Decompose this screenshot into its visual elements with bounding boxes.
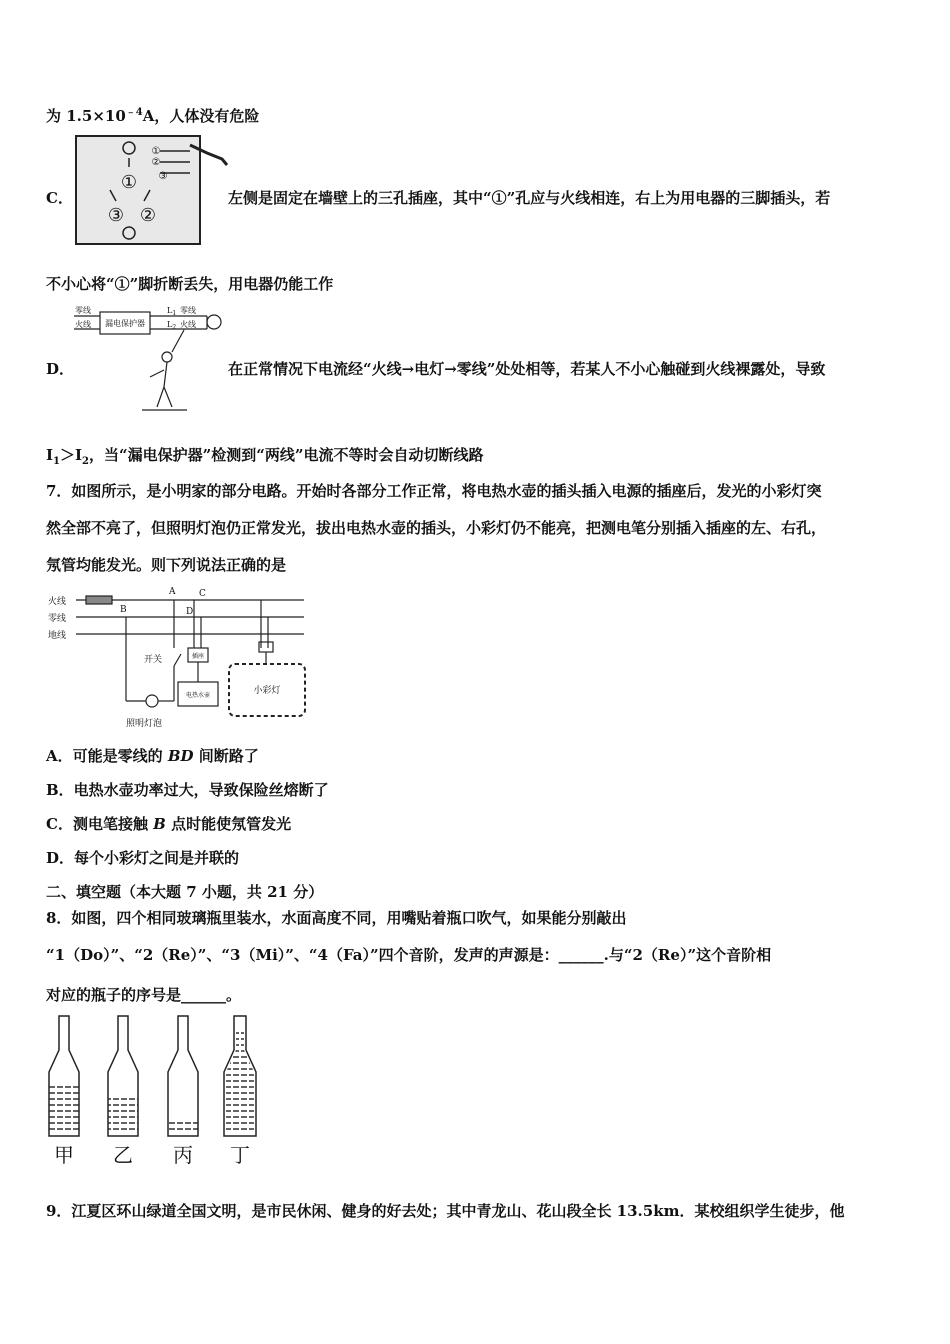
- label-live: 火线: [48, 597, 67, 607]
- q9-line-1: 9．江夏区环山绿道全国文明，是市民休闲、健身的好去处；其中青龙山、花山段全长 13.5km．某校组织学生徒步，他: [46, 1202, 845, 1220]
- bottle-ding: [224, 1016, 256, 1136]
- option-d-text-2: $I_1>I_2$，当“漏电保护器”检测到“两线”电流不等时会自动切断线路: [46, 446, 484, 467]
- hole-2: ②: [139, 205, 157, 226]
- label-neutral: 零线: [75, 306, 91, 315]
- socket-figure: [72, 133, 232, 248]
- bottle-jia: [49, 1016, 79, 1136]
- option-c-label: C．: [46, 189, 73, 207]
- point-d: D: [186, 607, 194, 617]
- q7-option-a: A．可能是零线的 BD 间断路了: [46, 747, 259, 765]
- bottle-label-ding: 丁: [230, 1143, 250, 1167]
- text: 为 1.5×10: [46, 107, 126, 125]
- hole-1: ①: [120, 172, 138, 193]
- q7-option-c: C．测电笔接触 B 点时能使氖管发光: [46, 815, 292, 833]
- label-lights: 小彩灯: [253, 686, 281, 696]
- text: A，人体没有危险: [142, 107, 260, 125]
- bottle-label-jia: 甲: [54, 1143, 74, 1167]
- q7-circuit-figure: [46, 586, 308, 732]
- socket-plate: [76, 136, 200, 244]
- option-d-text: 在正常情况下电流经“火线→电灯→零线”处处相等，若某人不小心触碰到火线裸露处，导致: [228, 360, 826, 378]
- label-neutral: 零线: [48, 614, 67, 624]
- plug-pin-1: ①: [151, 146, 161, 157]
- q8-line-2: “1（Do）”、“2（Re）”、“3（Mi）”、“4（Fa）”四个音阶，发声的声源是：______.与“2（Re）”这个音阶相: [46, 946, 772, 964]
- lamp: [207, 315, 221, 329]
- bulb: [146, 695, 158, 707]
- leakage-protector-figure: [72, 302, 232, 422]
- plug-pin-2: ②: [151, 157, 161, 168]
- section-2-heading: 二、填空题（本大题 7 小题，共 21 分）: [46, 883, 324, 901]
- q7-option-d: D．每个小彩灯之间是并联的: [46, 849, 240, 867]
- q8-bottles-figure: [40, 1012, 270, 1170]
- label-bulb: 照明灯泡: [126, 719, 163, 729]
- exponent: ﹣4: [125, 107, 143, 118]
- q7-line-2: 然全部不亮了，但照明灯泡仍正常发光，拔出电热水壶的插头，小彩灯仍不能亮，把测电笔分别插入插座的左、右孔，: [46, 519, 827, 537]
- point-b: B: [120, 605, 127, 615]
- point-c: C: [199, 589, 206, 599]
- option-c-text-2: 不小心将“①”脚折断丢失，用电器仍能工作: [46, 275, 334, 293]
- q8-line-3: 对应的瓶子的序号是______。: [46, 986, 242, 1004]
- fuse: [86, 596, 112, 604]
- q7-line-3: 氖管均能发光。则下列说法正确的是: [46, 556, 287, 574]
- plug-pin-3: ③: [158, 171, 168, 182]
- bottle-label-yi: 乙: [113, 1143, 133, 1167]
- point-a: A: [169, 587, 176, 597]
- label-live: 火线: [75, 320, 91, 329]
- bottle-label-bing: 丙: [173, 1143, 193, 1167]
- q7-line-1: 7．如图所示，是小明家的部分电路。开始时各部分工作正常，将电热水壶的插头插入电源的插座后，发光的小彩灯突: [46, 482, 822, 500]
- option-c-text: 左侧是固定在墙壁上的三孔插座，其中“①”孔应与火线相连，右上为用电器的三脚插头，若: [228, 189, 831, 207]
- option-b-continuation: [46, 103, 259, 126]
- label-l1: $L_1$: [167, 306, 177, 317]
- label-kettle: 电热水壶: [185, 692, 211, 699]
- q8-line-1: 8．如图，四个相同玻璃瓶里装水，水面高度不同，用嘴贴着瓶口吹气，如果能分别敲出: [46, 909, 627, 927]
- hole-3: ③: [107, 205, 125, 226]
- bottle-yi: [108, 1016, 138, 1136]
- q7-option-b: B．电热水壶功率过大，导致保险丝熔断了: [46, 781, 329, 799]
- label-live-2: 火线: [180, 320, 196, 329]
- label-l2: $L_2$: [167, 320, 177, 331]
- bottle-bing: [168, 1016, 198, 1136]
- label-socket: 插座: [191, 653, 205, 660]
- label-switch: 开关: [144, 655, 163, 665]
- label-protector: 漏电保护器: [105, 319, 145, 328]
- label-neutral-2: 零线: [180, 306, 196, 315]
- label-ground: 地线: [48, 631, 67, 641]
- option-d-label: D．: [46, 360, 75, 378]
